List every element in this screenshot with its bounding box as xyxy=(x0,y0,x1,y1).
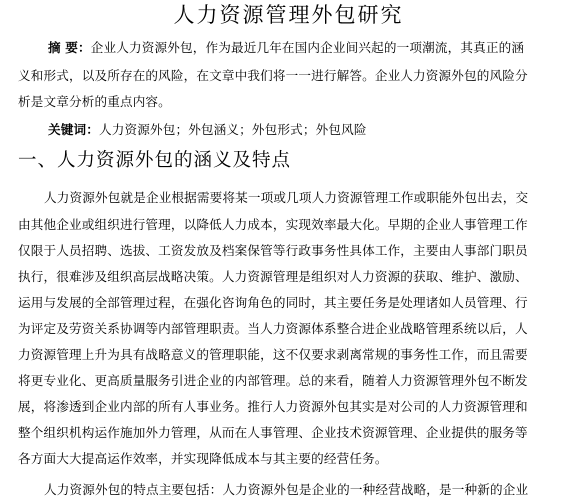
keywords-label: 关键词： xyxy=(48,122,99,137)
body-line-11: 各方面大大提高运作效率，并实现降低成本与其主要的经营任务。 xyxy=(18,451,388,466)
keywords-text: 人力资源外包；外包涵义；外包形式；外包风险 xyxy=(98,122,367,137)
paper-title: 人力资源管理外包研究 xyxy=(173,3,404,27)
body-line-4: 执行，很难涉及组织高层战略决策。人力资源管理是组织对人力资源的获取、维护、激励、 xyxy=(18,269,528,284)
abstract-text-1: 企业人力资源外包，作为最近几年在国内企业间兴起的一项潮流，其真正的涵 xyxy=(90,40,525,55)
abstract-line-2: 义和形式，以及所存在的风险，在文章中我们将一一进行解答。企业人力资源外包的风险分 xyxy=(18,68,528,83)
body-line-10: 整个组织机构运作施加外力管理，从而在人事管理、企业技术资源管理、企业提供的服务等 xyxy=(18,425,528,440)
body-line-1: 人力资源外包就是企业根据需要将某一项或几项人力资源管理工作或职能外包出去，交 xyxy=(44,190,529,205)
body-line-5: 运用与发展的全部管理过程，在强化咨询角色的同时，其主要任务是处理诸如人员管理、行 xyxy=(18,295,528,310)
body-line-2: 由其他企业或组织进行管理，以降低人力成本，实现效率最大化。早期的企业人事管理工作 xyxy=(18,217,528,232)
abstract-label: 摘 要： xyxy=(48,40,91,55)
body-line-9: 展，将渗透到企业内部的所有人事业务。推行人力资源外包其实是对公司的人力资源管理和 xyxy=(18,399,528,414)
abstract-line-1 xyxy=(48,36,524,60)
body-line-3: 仅限于人员招聘、选拔、工资发放及档案保管等行政事务性具体工作，主要由人事部门职员 xyxy=(18,243,528,258)
section-heading: 一、人力资源外包的涵义及特点 xyxy=(18,150,292,171)
body-line-7: 力资源管理上升为具有战略意义的管理职能，这不仅要求剥离常规的事务性工作，而且需要 xyxy=(18,347,528,362)
body-line-8: 将更专业化、更高质量服务引进企业的内部管理。总的来看，随着人力资源管理外包不断发 xyxy=(18,373,528,388)
abstract-line-3: 析是文章分析的重点内容。 xyxy=(18,94,171,109)
body-line-12: 人力资源外包的特点主要包括：人力资源外包是企业的一种经营战略，是一种新的企业 xyxy=(44,482,529,497)
body-line-6: 为评定及劳资关系协调等内部管理职责。当人力资源体系整合进企业战略管理系统以后，人 xyxy=(18,321,528,336)
keywords-line xyxy=(48,118,367,142)
